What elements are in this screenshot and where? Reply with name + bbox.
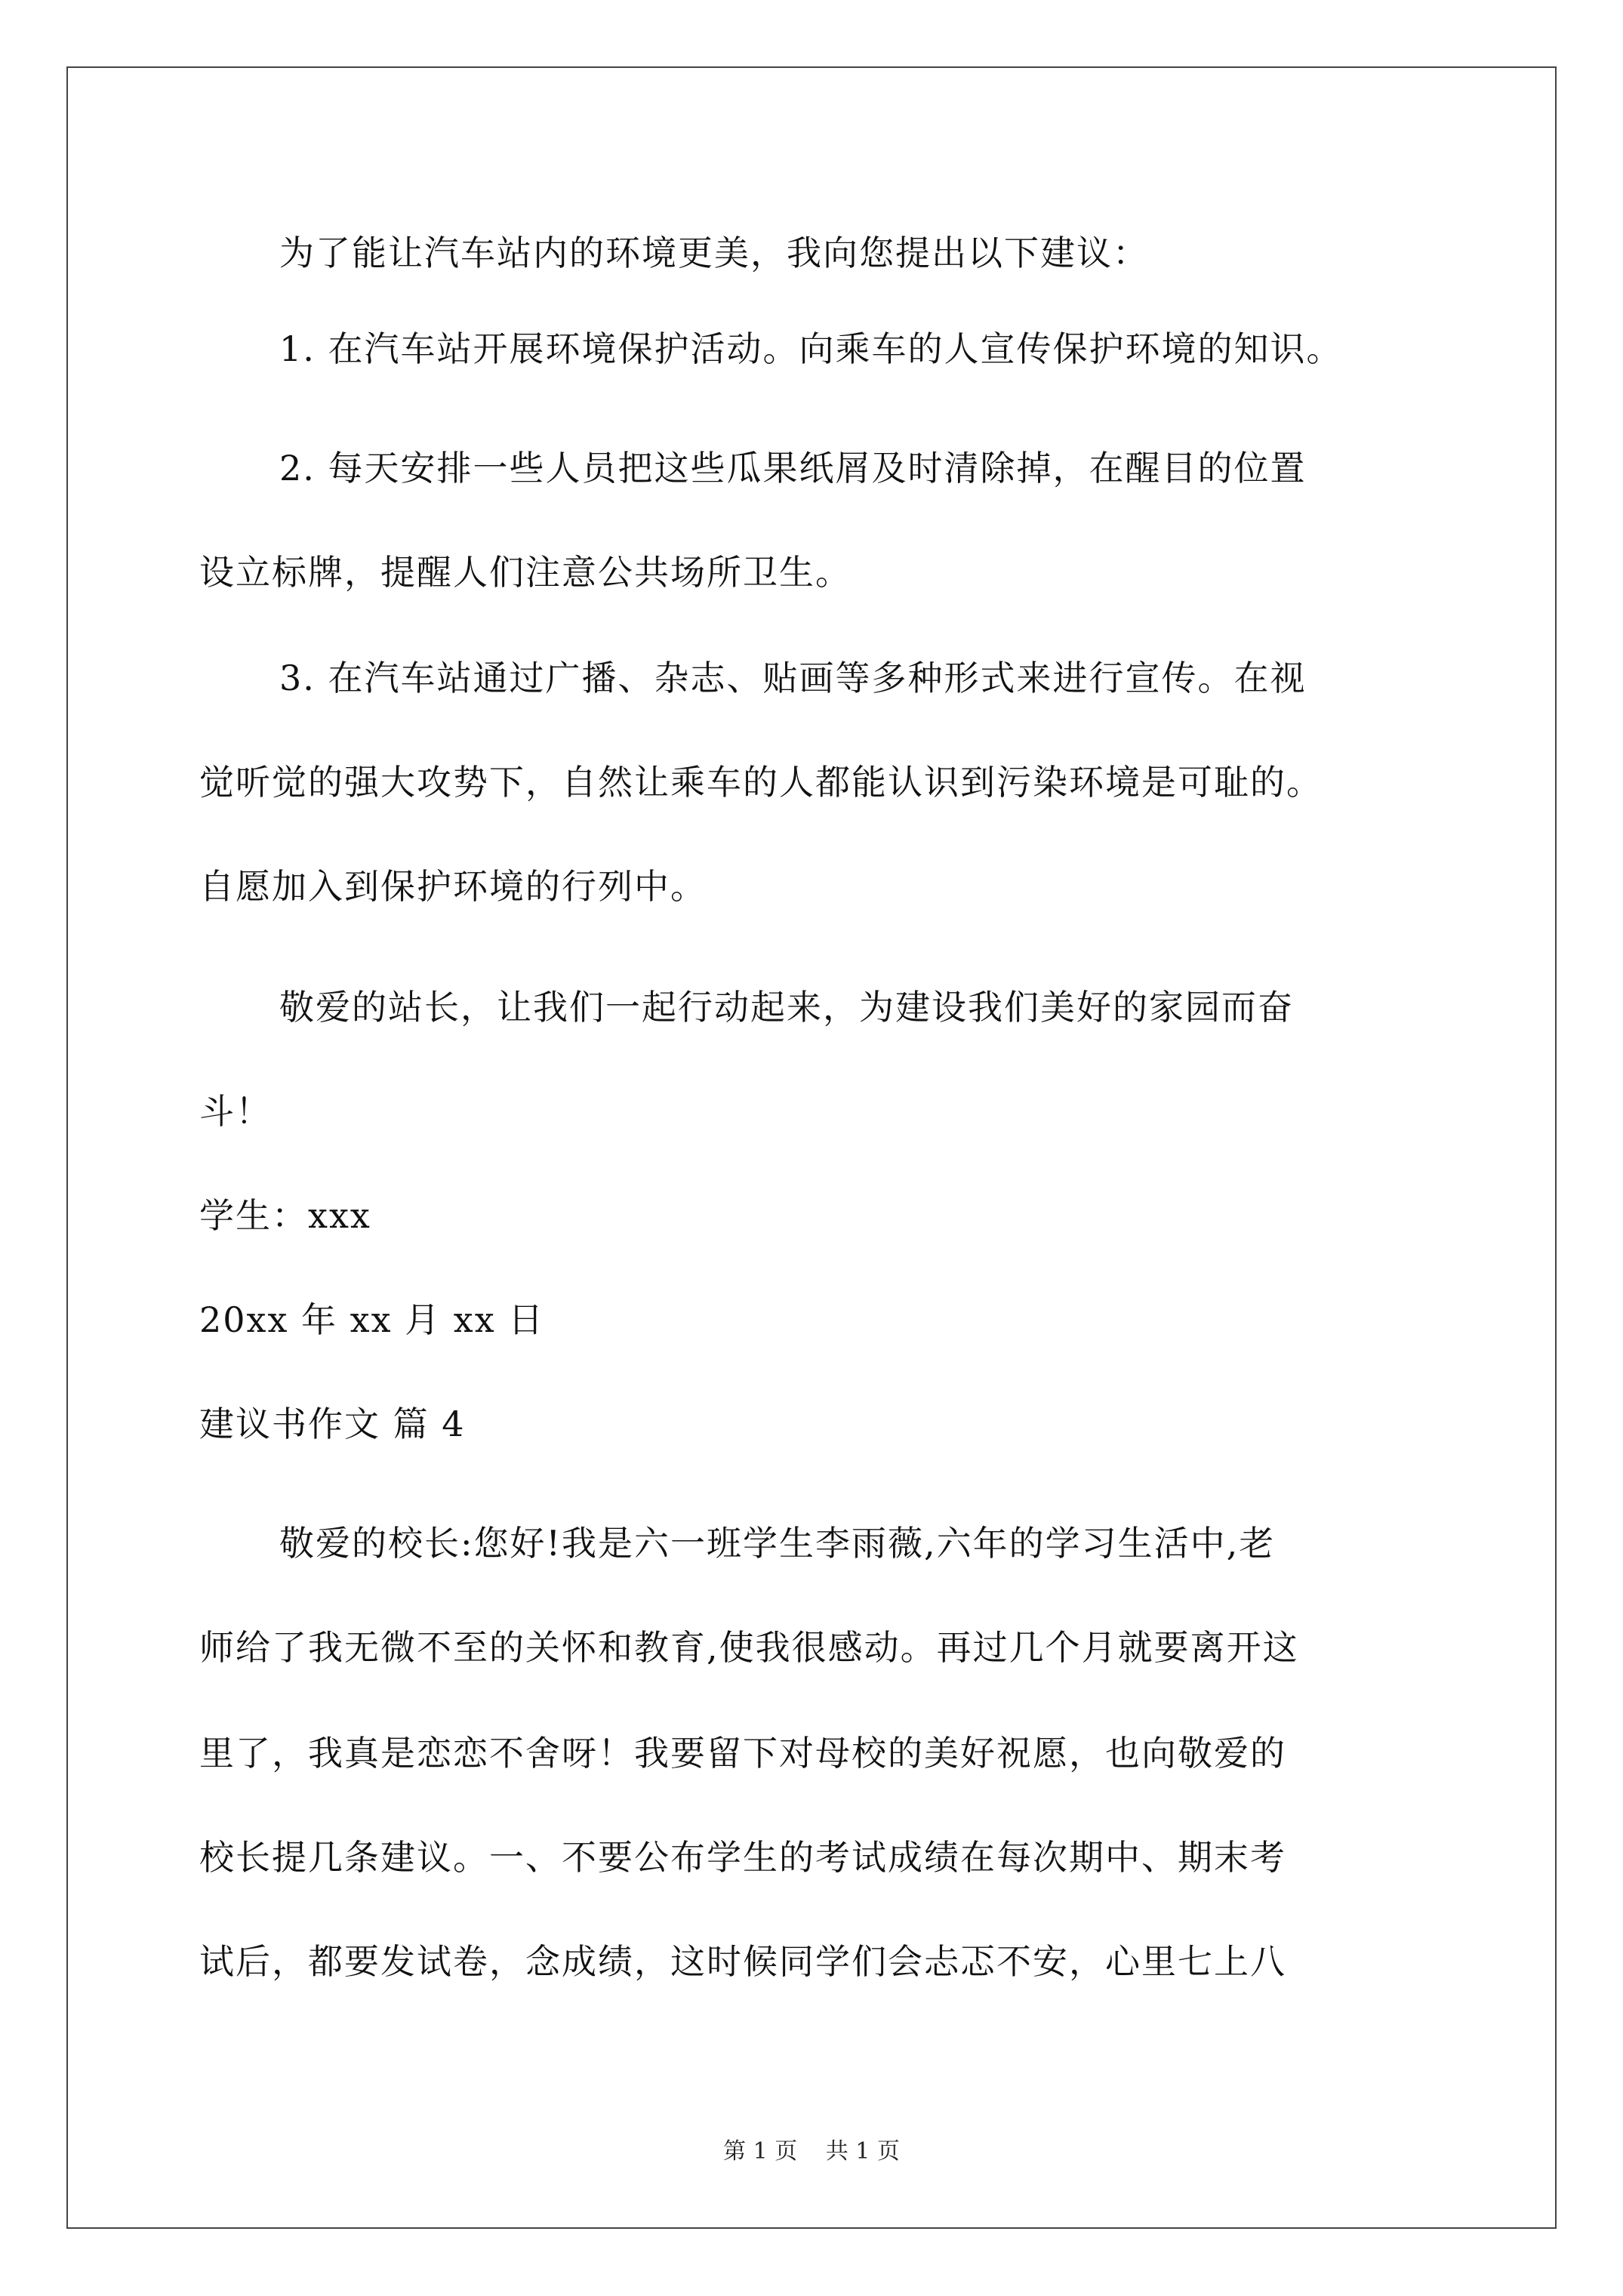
paragraph-line: 设立标牌，提醒人们注意公共场所卫生。 xyxy=(199,552,852,593)
paragraph-line: 敬爱的站长，让我们一起行动起来，为建设我们美好的家园而奋 xyxy=(279,987,1294,1028)
paragraph-line: 师给了我无微不至的关怀和教育,使我很感动。再过几个月就要离开这 xyxy=(199,1627,1299,1668)
page-number: 第 1 页 xyxy=(723,2138,798,2165)
paragraph-line: 试后，都要发试卷，念成绩，这时候同学们会忐忑不安，心里七上八 xyxy=(199,1941,1286,1982)
paragraph-line: 3. 在汽车站通过广播、杂志、贴画等多种形式来进行宣传。在视 xyxy=(279,658,1307,698)
page-footer xyxy=(0,2137,1623,2167)
paragraph-line: 觉听觉的强大攻势下，自然让乘车的人都能认识到污染环境是可耻的。 xyxy=(199,762,1323,803)
section-heading: 建议书作文 篇 4 xyxy=(199,1404,466,1444)
paragraph-line: 里了，我真是恋恋不舍呀！我要留下对母校的美好祝愿，也向敬爱的 xyxy=(199,1733,1286,1774)
page-border xyxy=(66,66,1557,2229)
paragraph-line: 斗！ xyxy=(199,1091,272,1132)
signature-date: 20xx 年 xx 月 xx 日 xyxy=(199,1299,545,1340)
paragraph-line: 2. 每天安排一些人员把这些瓜果纸屑及时清除掉，在醒目的位置 xyxy=(279,448,1307,488)
paragraph-line: 校长提几条建议。一、不要公布学生的考试成绩在每次期中、期末考 xyxy=(199,1837,1286,1878)
paragraph-line: 1. 在汽车站开展环境保护活动。向乘车的人宣传保护环境的知识。 xyxy=(279,328,1343,369)
page-total: 共 1 页 xyxy=(825,2138,900,2165)
paragraph-line: 为了能让汽车站内的环境更美，我向您提出以下建议： xyxy=(279,233,1149,273)
signature-student: 学生：xxx xyxy=(199,1195,371,1236)
paragraph-line: 敬爱的校长:您好!我是六一班学生李雨薇,六年的学习生活中,老 xyxy=(279,1523,1276,1564)
paragraph-line: 自愿加入到保护环境的行列中。 xyxy=(199,866,707,907)
